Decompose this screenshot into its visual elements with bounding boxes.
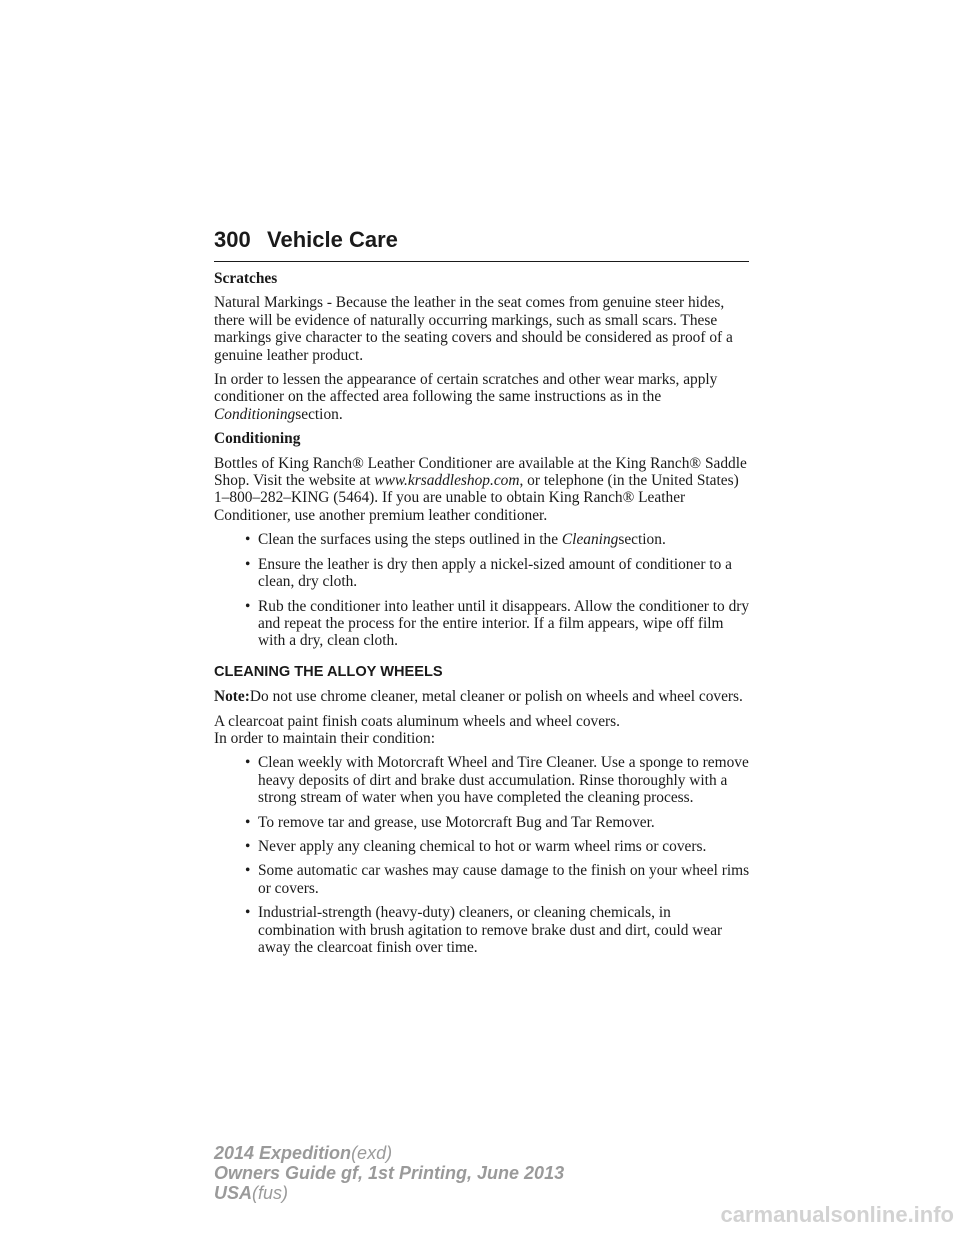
section-title: Vehicle Care bbox=[267, 227, 398, 252]
list-item bbox=[214, 814, 750, 831]
alloy-note bbox=[214, 688, 750, 705]
bullet-text: Never apply any cleaning chemical to hot or warm wheel rims or covers. bbox=[258, 837, 707, 855]
footer-line-3 bbox=[214, 1183, 564, 1203]
conditioning-reference: Conditioning bbox=[214, 405, 296, 423]
footer-model: 2014 Expedition bbox=[214, 1143, 352, 1163]
footer-line-1 bbox=[214, 1143, 564, 1163]
page-footer bbox=[214, 1143, 564, 1203]
footer-guide: Owners Guide gf, 1st Printing, June 2013 bbox=[214, 1163, 565, 1183]
note-label: Note: bbox=[214, 688, 250, 706]
list-item bbox=[214, 904, 750, 956]
list-item bbox=[214, 556, 750, 591]
bullet-text: Clean the surfaces using the steps outlined in the bbox=[258, 531, 562, 549]
bullet-text: Clean weekly with Motorcraft Wheel and Tire Cleaner. Use a sponge to remove heavy deposits of dirt and brake dust accumulation. Rinse thoroughly with a strong stream of water when you have completed the cleaning process. bbox=[258, 754, 749, 807]
bullet-text: Some automatic car washes may cause damage to the finish on your wheel rims or covers. bbox=[258, 862, 750, 897]
scratches-p2-text: In order to lessen the appearance of certain scratches and other wear marks, apply conditioner on the affected area following the same instructions as in the bbox=[214, 371, 718, 406]
list-item bbox=[214, 598, 750, 650]
bullet-icon: • bbox=[245, 555, 251, 573]
page-content bbox=[214, 270, 750, 963]
bullet-icon: • bbox=[245, 531, 251, 549]
bullet-text-end: section. bbox=[618, 531, 666, 549]
alloy-paragraph bbox=[214, 713, 750, 748]
conditioning-p1-text: Bottles of King Ranch® Leather Conditioner are available at the King Ranch® Saddle Shop. Visit the website at bbox=[214, 454, 747, 490]
footer-market: USA bbox=[214, 1183, 253, 1203]
website-url: www.krsaddleshop.com bbox=[374, 472, 520, 490]
list-item bbox=[214, 754, 750, 806]
alloy-p1: A clearcoat paint finish coats aluminum wheels and wheel covers. bbox=[214, 712, 621, 730]
scratches-p2-end: section. bbox=[295, 405, 343, 423]
alloy-wheels-heading: CLEANING THE ALLOY WHEELS bbox=[214, 663, 443, 680]
list-item bbox=[214, 838, 750, 855]
bullet-icon: • bbox=[245, 597, 251, 615]
conditioning-p1-end: , or telephone (in the United States) 1–800–282–KING (5464). If you are unable to obtain King Ranch® Leather Conditioner, use another premium leather conditioner. bbox=[214, 472, 739, 524]
conditioning-bullet-list bbox=[214, 531, 750, 649]
bullet-icon: • bbox=[245, 904, 251, 922]
list-item bbox=[214, 862, 750, 897]
scratches-paragraph-2 bbox=[214, 371, 750, 423]
scratches-heading: Scratches bbox=[214, 270, 278, 287]
list-item bbox=[214, 531, 750, 548]
bullet-text: Rub the conditioner into leather until it disappears. Allow the conditioner to dry and repeat the process for the entire interior. If a film appears, wipe off film with a dry, clean cloth. bbox=[258, 597, 750, 650]
bullet-icon: • bbox=[245, 862, 251, 880]
bullet-text: To remove tar and grease, use Motorcraft Bug and Tar Remover. bbox=[258, 813, 655, 831]
page-number: 300 bbox=[214, 227, 251, 252]
bullet-icon: • bbox=[245, 837, 251, 855]
conditioning-paragraph bbox=[214, 455, 750, 525]
footer-model-code: (exd) bbox=[351, 1143, 393, 1163]
bullet-icon: • bbox=[245, 754, 251, 772]
footer-market-code: (fus) bbox=[252, 1183, 289, 1203]
note-text: Do not use chrome cleaner, metal cleaner or polish on wheels and wheel covers. bbox=[249, 688, 743, 706]
watermark: carmanualsonline.info bbox=[720, 1202, 954, 1227]
bullet-icon: • bbox=[245, 813, 251, 831]
bullet-text: Industrial-strength (heavy-duty) cleaners, or cleaning chemicals, in combination with brush agitation to remove brake dust and dirt, could wear away the clearcoat finish over time. bbox=[258, 904, 723, 956]
scratches-paragraph-1: Natural Markings - Because the leather in the seat comes from genuine steer hides, there will be evidence of naturally occurring markings, such as small scars. These markings give character to the seating covers and should be considered as proof of a genuine leather product. bbox=[214, 294, 733, 364]
bullet-text: Ensure the leather is dry then apply a nickel-sized amount of conditioner to a clean, dry cloth. bbox=[258, 555, 732, 591]
alloy-p2: In order to maintain their condition: bbox=[214, 729, 435, 747]
conditioning-heading: Conditioning bbox=[214, 430, 301, 448]
alloy-bullet-list bbox=[214, 754, 750, 956]
page-header bbox=[214, 227, 749, 262]
cleaning-reference: Cleaning bbox=[561, 531, 619, 549]
